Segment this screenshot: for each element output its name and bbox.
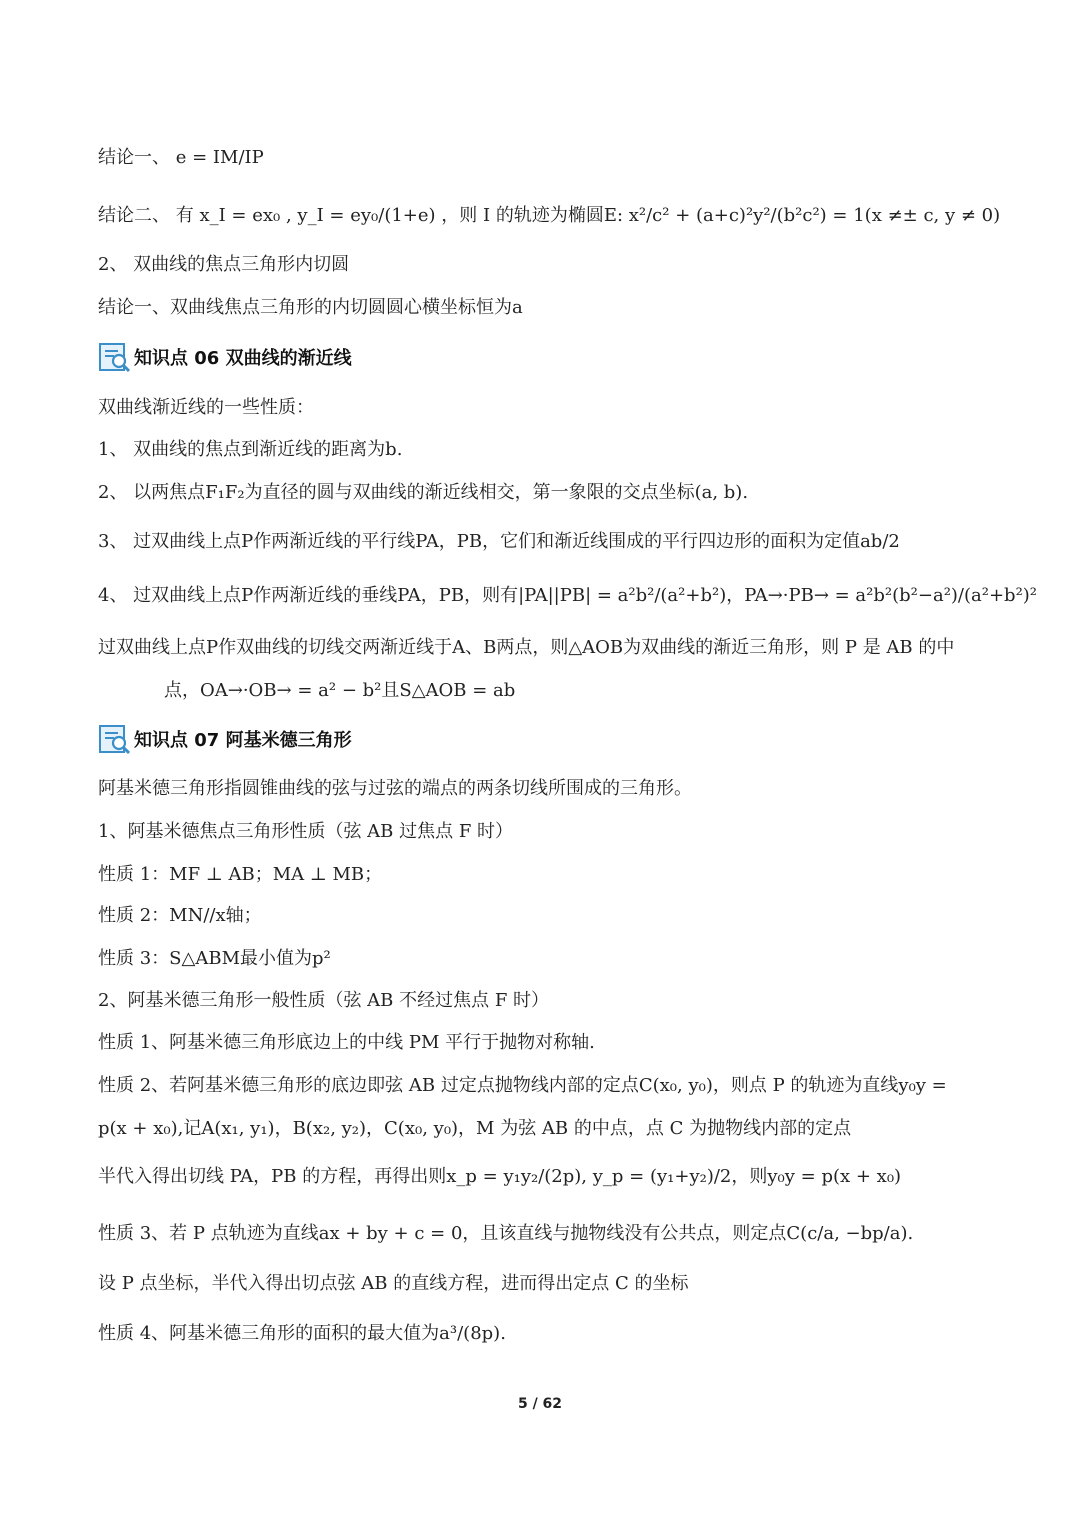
magnifier-document-icon bbox=[98, 722, 132, 756]
page-number: 5 / 62 bbox=[517, 1396, 563, 1412]
text-line: 4、 过双曲线上点P作两渐近线的垂线PA，PB，则有|PA||PB| = a²b²/(a²+b²)，PA→·PB→ = a²b²(b²−a²)/(a²+b²)² bbox=[98, 585, 1038, 606]
text-line: 结论二、 有 x_I = ex₀ , y_I = ey₀/(1+e) ，则 I 的轨迹为椭圆E: x²/c² + (a+c)²y²/(b²c²) = 1(x ≠± c, y ≠ 0) bbox=[98, 205, 1001, 226]
text-line: 2、 以两焦点F₁F₂为直径的圆与双曲线的渐近线相交，第一象限的交点坐标(a, b). bbox=[98, 482, 749, 503]
text-line: 2、阿基米德三角形一般性质（弦 AB 不经过焦点 F 时） bbox=[98, 990, 550, 1011]
text-line: 性质 3、若 P 点轨迹为直线ax + by + c = 0，且该直线与抛物线没有公共点，则定点C(c/a, −bp/a). bbox=[98, 1223, 914, 1244]
section-heading bbox=[98, 722, 352, 756]
text-line: 结论一、 e = IM/IP bbox=[98, 147, 264, 168]
text-line: 性质 1：MF ⊥ AB；MA ⊥ MB； bbox=[98, 864, 383, 885]
text-line: 性质 1、阿基米德三角形底边上的中线 PM 平行于抛物对称轴. bbox=[98, 1032, 595, 1053]
text-line: 1、阿基米德焦点三角形性质（弦 AB 过焦点 F 时） bbox=[98, 821, 514, 842]
heading-text: 知识点 07 阿基米德三角形 bbox=[134, 730, 352, 751]
section-heading bbox=[98, 340, 352, 374]
text-line: 性质 4、阿基米德三角形的面积的最大值为a³/(8p). bbox=[98, 1323, 506, 1344]
text-line: 阿基米德三角形指圆锥曲线的弦与过弦的端点的两条切线所围成的三角形。 bbox=[98, 778, 692, 799]
text-line: 性质 3：S△ABM最小值为p² bbox=[98, 948, 331, 969]
text-line: 双曲线渐近线的一些性质： bbox=[98, 397, 314, 418]
text-line: 1、 双曲线的焦点到渐近线的距离为b. bbox=[98, 439, 403, 460]
heading-text: 知识点 06 双曲线的渐近线 bbox=[134, 348, 352, 369]
text-line: 2、 双曲线的焦点三角形内切圆 bbox=[98, 254, 350, 275]
text-line: 过双曲线上点P作双曲线的切线交两渐近线于A、B两点，则△AOB为双曲线的渐近三角形，则 P 是 AB 的中 bbox=[98, 637, 955, 658]
text-line: 性质 2：MN//x轴； bbox=[98, 905, 262, 926]
text-line: 结论一、双曲线焦点三角形的内切圆圆心横坐标恒为a bbox=[98, 297, 523, 318]
text-line: 设 P 点坐标，半代入得出切点弦 AB 的直线方程，进而得出定点 C 的坐标 bbox=[98, 1273, 689, 1294]
magnifier-document-icon bbox=[98, 340, 132, 374]
text-line: 点，OA→·OB→ = a² − b²且S△AOB = ab bbox=[164, 680, 516, 701]
text-line: p(x + x₀),记A(x₁, y₁)，B(x₂, y₂)，C(x₀, y₀)，M 为弦 AB 的中点，点 C 为抛物线内部的定点 bbox=[98, 1118, 852, 1139]
text-line: 半代入得出切线 PA，PB 的方程，再得出则x_p = y₁y₂/(2p), y_p = (y₁+y₂)/2，则y₀y = p(x + x₀) bbox=[98, 1166, 902, 1187]
text-line: 性质 2、若阿基米德三角形的底边即弦 AB 过定点抛物线内部的定点C(x₀, y₀)，则点 P 的轨迹为直线y₀y = bbox=[98, 1075, 947, 1096]
text-line: 3、 过双曲线上点P作两渐近线的平行线PA，PB，它们和渐近线围成的平行四边形的面积为定值ab/2 bbox=[98, 531, 900, 552]
